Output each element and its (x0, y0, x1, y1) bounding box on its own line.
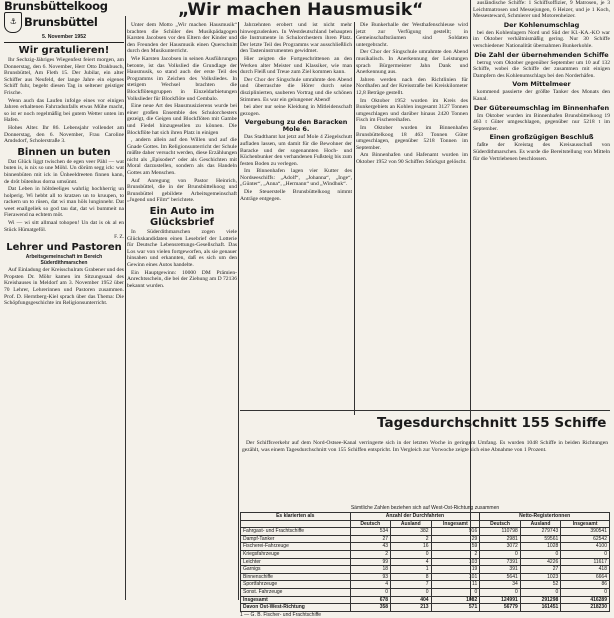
article-paragraph: Hohes Alter. Ihr 86. Lebensjahr vollendet am Donnerstag, den 6. November, Frau Caroline Amdsdorf, Scholerstraße 3. (4, 124, 124, 145)
table-cell: 0 (431, 588, 480, 596)
article-paragraph: Die Steuerstelle Brunsbüttelkoog nimmt Anträge entgegen. (240, 189, 352, 202)
column-header: Insgesamt (561, 520, 610, 528)
column-4 (356, 22, 468, 415)
row-label: Davon Ost-West-Richtung (241, 604, 351, 612)
article-paragraph: Jahrzehnten erobert und ist nicht mehr hinwegzudenken. In Westdeutschland behaupten die Instrumente in Schulorchestern ihren Platz. Der letzte Teil des Programms war ausschließlich den Tasteninstrumenten gewidmet. (240, 22, 352, 55)
article-paragraph: Ein Hauptgewinn: 10000 DM Prämien-Anrechtsschein, die bei der Ziehung am D 72136 bekannt wurden. (127, 269, 237, 289)
table-cell: 11 (431, 581, 480, 589)
table-header-row (241, 520, 610, 528)
row-label: Leichter (241, 558, 351, 566)
table-footnote: 1 — G. B. Fischer- und Frachtschiffe (240, 611, 322, 618)
table-row (241, 581, 610, 589)
article-paragraph: Jahren werden nach den Richtlinien für Nordhafen auf der Kreisstraße bei Kreiskilometer 12,8 Beträge gestellt. (356, 76, 468, 96)
crest-icon: ⚓ (4, 12, 22, 33)
column-header: Deutsch (480, 520, 521, 528)
table-cell: 86 (561, 581, 610, 589)
table-row (241, 535, 610, 543)
main-headline: „Wir machen Hausmusik“ (178, 0, 424, 20)
column-header: Anzahl der Durchfahrten (350, 513, 480, 521)
table-cell: 110798 (480, 528, 521, 536)
article-paragraph: betrug vom Oktober gegenüber September um 10 auf 132 Schiffe, wobei die Schiffe der zusammen mit einigen Dampfern des Kohlenumschlags bei den Norderhäfen. (473, 59, 610, 79)
table-row (241, 604, 610, 612)
table-cell: 0 (350, 588, 391, 596)
table-cell: 4 (391, 558, 432, 566)
table-title: Sämtliche Zahlen beziehen sich auf West-Ost-Richtung zusammen (350, 505, 500, 511)
table-cell: 678 (350, 596, 391, 604)
table-cell: 99 (350, 558, 391, 566)
article-paragraph: Der Chor der Singschule umrahmte den Abend und überraschte die Hörer durch seine disziplinierten, sauberen Vortrag und die schönen Stimmen. Es war ein gelungener Abend! (240, 76, 352, 103)
row-label: Insgesamt (241, 596, 351, 604)
section-heading-kohlen: Der Kohlenumschlag (503, 20, 580, 29)
table-row (241, 558, 610, 566)
section-heading-beschluss: Einen großzügigen Beschluß (489, 133, 594, 142)
table-cell: 27 (520, 566, 561, 574)
row-label: Dampf-Tanker (241, 535, 351, 543)
table-cell: 7 (391, 581, 432, 589)
divider (240, 410, 610, 411)
table-cell: 0 (391, 588, 432, 596)
table-cell: 4 (350, 581, 391, 589)
table-cell: 124991 (480, 596, 521, 604)
table-cell: 0 (480, 588, 521, 596)
table (240, 512, 610, 612)
column-header (241, 520, 351, 528)
article-paragraph: faßte der Kreistag des Kreisausschuß von Süderdithmarschen. Es wurde die Bereitstellung von Mitteln für die Vertriebenen beschlossen. (473, 142, 610, 162)
table-cell: 0 (561, 550, 610, 558)
table-cell: 7391 (480, 558, 521, 566)
table-cell: 291298 (520, 596, 561, 604)
table-cell: 382 (391, 528, 432, 536)
masthead (4, 0, 124, 33)
table-cell: 218230 (561, 604, 610, 612)
article-paragraph: , andern allein auf den Willen und auf die Gnade Gottes. Im Religionsunterricht der Schule müßte daher versucht werden, diese Erzählungen nicht als „Episoden“ oder als Geschichten mit Moral darzustellen, sondern als das Handeln Gottes am Menschen. (127, 137, 237, 177)
table-cell: 279743 (520, 528, 561, 536)
table-cell: 2 (431, 550, 480, 558)
article-paragraph: Im Oktober wurden im Binnenhafen Brunsbüttelkoog 18 463 Tonnen Güter umgeschlagen, gegenüber 5218 Tonnen im September. (356, 124, 468, 151)
column-header: Ausland (391, 520, 432, 528)
issue-date: 5. November 1952 (41, 34, 87, 40)
article-paragraph: Unter dem Motto „Wir machen Hausmusik“ brachten die Schüler des Musikpädagogen Karsten Jacobsen vor den Eltern der Kinder und den Freunden der Hausmusik einen Querschnitt durch den Musikunterricht. (127, 22, 237, 55)
column-1 (4, 0, 124, 600)
table-cell: 59 (431, 543, 480, 551)
article-paragraph: Auf Anregung von Pastor Heinrich, Brunsbüttel, die in der Brunsbüttelkoog und Brunsbüttel gebildete Arbeitsgemeinschaft „Jugend und Film“ berichtete. (127, 177, 237, 204)
table-cell: 0 (520, 550, 561, 558)
table-cell: 418 (561, 566, 610, 574)
article-paragraph: Die Bunkerhalle der Westhafenschleuse wird jetzt zur Verfügung gestellt; in Gemeinschaftsräumen sind Soldaten untergebracht. (356, 22, 468, 48)
table-cell: 161451 (520, 604, 561, 612)
section-heading-auto: Ein Auto im Glücksbrief (149, 206, 215, 229)
table-cell: 1082 (431, 596, 480, 604)
row-label: Binnenschiffe (241, 573, 351, 581)
table-cell: 0 (520, 588, 561, 596)
row-label: Garnigs (241, 566, 351, 574)
section-heading-binnen-un-buten: Binnen un buten (17, 146, 111, 158)
subheading: Arbeitsgemeinschaft im Bereich Süderdithmarschen (25, 254, 103, 267)
shipping-headline: Tagesdurchschnitt 155 Schiffe (377, 415, 607, 431)
article-paragraph: Dat Leben in höltdeeliges wahrlig hochherrig un holperig. Wi hebbt all to kratzen un to kruupen, to rackern un to rüsen, dat wi man höls lunginnehr. Dat weet enallgeliek so god tau dat, dat wi bummeit na Fierawend na echtem möt. (4, 186, 124, 219)
author-signature: F. Z. (114, 234, 124, 241)
table-cell: 93 (350, 573, 391, 581)
table-cell: 0 (391, 550, 432, 558)
article-paragraph: Ihr Sechzig-Jähriges Wiegenfest feiert morgen, am Donnerstag, den 6. November, Herr Otto Drakbusch, Brunsbüttel, Am Fleth 15. Der Jubilar, ein alter Schiffer aus Neufeld, der lange Jahre ein eigenes Schiff fuhr, begeht diesen Tag in seltener geistiger Frische. (4, 57, 124, 96)
table-cell: 16 (391, 543, 432, 551)
masthead-line-1: Brunsbüttelkoog (4, 0, 108, 13)
table-cell: 2981 (480, 535, 521, 543)
table-row (241, 566, 610, 574)
column-2 (127, 22, 237, 600)
divider (4, 42, 124, 43)
column-header: Ausland (520, 520, 561, 528)
column-rule (238, 22, 239, 600)
article-paragraph: Der Chor der Singschule umrahmte den Abend musikalisch. In Anerkennung der Leistungen sprach Bürgermeister Jahn Dank und Anerkennung aus. (356, 49, 468, 76)
table-row (241, 543, 610, 551)
table-cell: 534 (350, 528, 391, 536)
table-cell: 59561 (520, 535, 561, 543)
article-paragraph: kommend passierte der größte Tanker des Monats den Kanal. (473, 89, 610, 102)
article-paragraph: bei den Kohlenlagern Nord und Süd der KI.-KA.-KO war im Oktober verhältnismäßig gering. Nur 30 Schiffe verschiedener Nationalität übernahmen Bunkerkohle. (473, 29, 610, 49)
table-cell: 3072 (480, 543, 521, 551)
column-rule (125, 16, 126, 600)
table-cell: 6664 (561, 573, 610, 581)
table-cell: 4226 (520, 558, 561, 566)
section-heading-mittelmeer: Vom Mittelmeer (512, 80, 571, 89)
table-cell: 8 (391, 573, 432, 581)
table-cell: 29 (431, 535, 480, 543)
table-cell: 2 (391, 535, 432, 543)
row-label: Sonst. Fahrzeuge (241, 588, 351, 596)
section-heading-gueter: Der Gütereumschlag im Binnenhafen (473, 103, 610, 112)
column-rule (354, 22, 355, 415)
article-paragraph: Wie Karsten Jacobsen in seinen Ausführungen betonte, ist das Volkslied die Grundlage der Hausmusik, so stand auch der erste Teil des Programms im Zeichen des Volksliedes. In stetigem Wechsel brachten die Blockflötengruppen in Einzeldarbietungen Volkslieder für Blockflöte und Cembalo. (127, 55, 237, 102)
table-cell: 101 (431, 573, 480, 581)
table-cell: 19 (431, 566, 480, 574)
article-paragraph: Im Oktober wurden im Binnenhafen Brunsbüttelkoog 19 463 t Güter umgeschlagen, gegenüber nur 5218 t im September. (473, 112, 610, 132)
section-heading-lehrer: Lehrer und Pastoren (6, 242, 122, 254)
shipping-article (242, 440, 608, 454)
table-cell: 0 (561, 588, 610, 596)
article-paragraph: Im Oktober 1952 wurden im Kreis des Bunkergebiets an Kohlen insgesamt 3127 Tonnen umgeschlagen und darüber hinaus 2420 Tonnen Fisch im Fischereihafen. (356, 97, 468, 124)
shipping-table (240, 505, 610, 618)
table-cell: 5641 (480, 573, 521, 581)
article-paragraph: Der Schiffsverkehr auf dem Nord-Ostsee-Kanal verringerte sich in der letzten Woche in geringem Umfang. Es wurden 1048 Schiffe in beiden Richtungen gezählt, was einem Tagesdurchschnitt von 155 Schiffen entspricht. Im Vergleich zur Vorwoche zeigte sich eine Abnahme von 1 Prozent. (242, 440, 608, 453)
article-paragraph: Am Binnenhafen und Hafenamt wurden im Oktober 1952 von 90 Schiffen Stückgut gelöscht. (356, 152, 468, 165)
table-cell: 416289 (561, 596, 610, 604)
table-cell: 4100 (561, 543, 610, 551)
table-cell: 11617 (561, 558, 610, 566)
table-cell: 62542 (561, 535, 610, 543)
article-paragraph: Dat Glück liggt twischen de egen veer Pähl — wat buten is, is nix so une Möhl. Un dörüm segg ick: wat binnenbüten mit ick in Ünheeldreeten finnen kann, de dröt bütenhus dorna umsünnt. (4, 158, 124, 185)
table-cell: 27 (350, 535, 391, 543)
table-cell: 1 (391, 566, 432, 574)
section-heading-schiffe: Die Zahl der übernehmenden Schiffe (474, 50, 609, 59)
table-row (241, 550, 610, 558)
table-cell: 0 (480, 550, 521, 558)
table-cell: 52 (520, 581, 561, 589)
article-paragraph: Wi — wi sitt allmaal tohopen! Un dat is ok al en Stück Hümatgeföl. (4, 220, 124, 233)
table-cell: 571 (431, 604, 480, 612)
article-paragraph: Das Stadthamt hat jetzt auf Mole 4 Ziegelschutt aufladen lassen, um damit für die Bewohner der Baracke und der sogenannten Hoch- und Küchenbunker den verhandenen Fußsteig bis zum festen Boden zu verlegen. (240, 134, 352, 167)
column-header: Es klarierten als (241, 513, 351, 521)
article-paragraph: Eine neue Art des Hausmusizierens wurde bei einer großen Ensemble des Schulorchesters gezeigt, die Geigen und Blockflöten mit Gambe und Fiedel hinzugesellen zu können. Die Blockflöte hat sich ihren Platz in einigen (127, 103, 237, 136)
table-header-row (241, 513, 610, 521)
row-label: Sportfahrzeuge (241, 581, 351, 589)
table-row (241, 528, 610, 536)
table-cell: 2 (350, 550, 391, 558)
column-header: Netto-Registertonnen (480, 513, 610, 521)
column-3 (240, 22, 352, 415)
table-row (241, 573, 610, 581)
article-paragraph: Auf Einladung der Kreisschulrats Grabener und des Propsten Dr. Möhr kamen im Sitzungssaal des Kreishauses in Meldorf am 3. November 1952 über 70 Lehrer, Lehrerinnen und Pastoren zusammen. Prof. D. Herntberg-Kiel sprach über das Thema: Die Schöpfungsgeschichte im Religionsunterricht. (4, 267, 124, 307)
section-heading-gratulieren: Wir gratulieren! (18, 45, 110, 56)
article-paragraph: Hier zeigten die Fortgeschrittenen an den Werken alter Meister und Klassiker, wie man durch Fleiß und Treue zum Ziel kommen kann. (240, 55, 352, 76)
table-cell: 391 (480, 566, 521, 574)
column-header: Insgesamt (431, 520, 480, 528)
table-cell: 56779 (480, 604, 521, 612)
row-label: Kriegsfahrzeuge (241, 550, 351, 558)
row-label: Fischerei-Fahrzeuge (241, 543, 351, 551)
row-label: Fahrgast- und Frachtschiffe (241, 528, 351, 536)
table-cell: 213 (391, 604, 432, 612)
table-row (241, 588, 610, 596)
article-paragraph: Im Binnenhafen lagen vier Kutter des Nordseeschiffs: „Adolf“, „Johanna“, „Inge“, „Günter“, „Anna“, „Hermann“ und „Windhuk“. (240, 168, 352, 188)
table-cell: 358 (350, 604, 391, 612)
article-paragraph: In Süderdithmarschen zogen viele Glückskandidaten einen Lesebrief der Lotterie für Deutsche Lebensrettungs-Gesellschaft. Das Los war von vielen fortgeworfen, als sie genauer hinsahen und erkannten, daß es sich um den Gewinn eines Autos handelte. (127, 229, 237, 268)
table-cell: 103 (431, 558, 480, 566)
table-cell: 1028 (520, 543, 561, 551)
article-paragraph: bei aber nur seine Kleidung in Mitleidenschaft gezogen. (240, 104, 352, 117)
table-cell: 404 (391, 596, 432, 604)
section-heading-baracken: Vergebung zu den Baracken Mole 6. (244, 118, 348, 134)
table-cell: 18 (350, 566, 391, 574)
masthead-line-2: Brunsbüttel (24, 15, 98, 29)
table-cell: 1023 (520, 573, 561, 581)
table-cell: 34 (480, 581, 521, 589)
article-paragraph: Wenn auch das Laufen infolge eines vor einigen Jahren erhaltenen Fahrradunfalls etwas Mühe macht, so ist er noch regelmäßig bei gutem Wetter unten im Hafen. (4, 97, 124, 124)
table-cell: 390541 (561, 528, 610, 536)
table-cell: 43 (350, 543, 391, 551)
table-cell: 916 (431, 528, 480, 536)
column-header: Deutsch (350, 520, 391, 528)
article-paragraph: ausländische Schiffe: 1 Schiffsoffizier, 9 Matrosen, je 3 Leichtmatrosen und Messejungen, 6 Heizer, und je 1 Koch, Messesteward, Schmierer und Motorenheizer. (473, 0, 610, 20)
